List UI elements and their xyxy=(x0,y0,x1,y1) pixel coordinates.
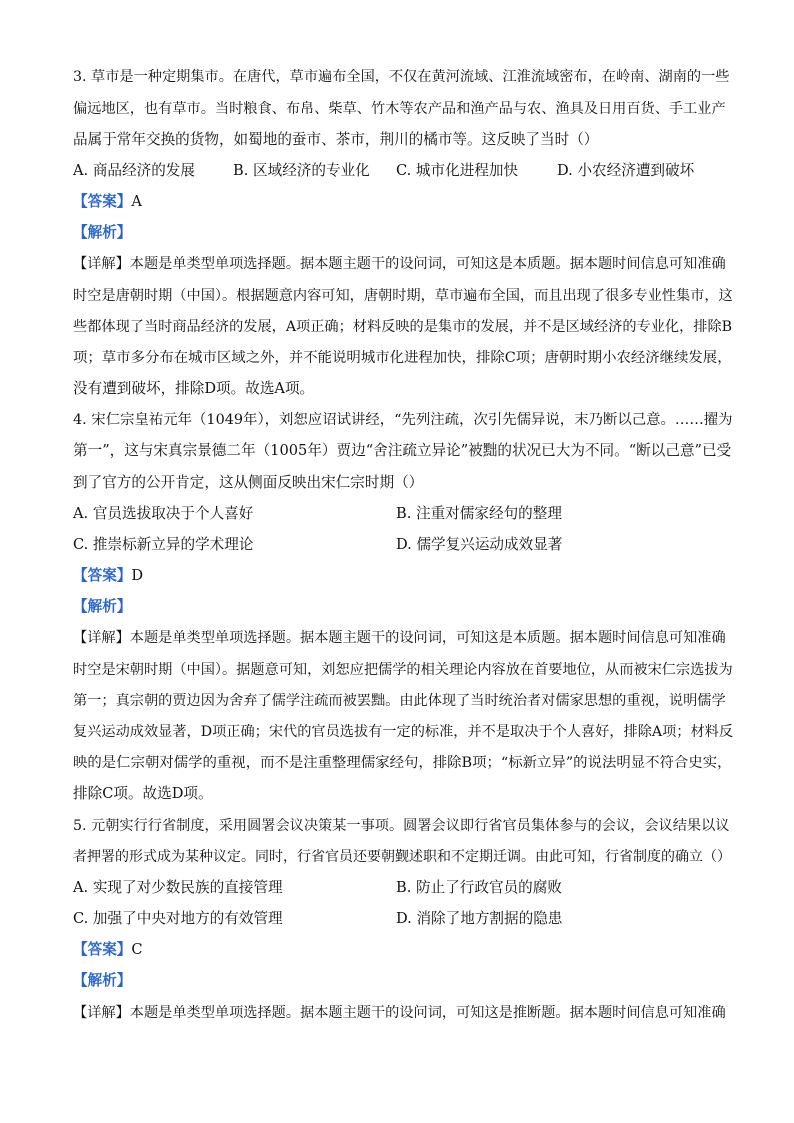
q4-option-d: D. 儒学复兴运动成效显著 xyxy=(396,536,563,553)
q4-detail-line-1: 【详解】本题是单类型单项选择题。据本题主题干的设问词，可知这是本质题。据本题时间信息可知准确 xyxy=(73,630,726,646)
q4-detail-line-3: 第一；真宗朝的贾边因为舍弃了儒学注疏而被罢黜。由此体现了当时统治者对儒家思想的重视，说明儒学 xyxy=(73,693,726,709)
q3-detail-line-4: 项；草市多分布在城市区域之外，并不能说明城市化进程加快，排除C项；唐朝时期小农经济继续发展， xyxy=(73,350,732,366)
q4-detail-line-2: 时空是宋朝时期（中国）。据题意可知，刘恕应把儒学的相关理论内容放在首要地位，从而被宋仁宗选拔为 xyxy=(73,662,733,678)
q4-option-b: B. 注重对儒家经句的整理 xyxy=(396,505,562,522)
q3-detail-line-1: 【详解】本题是单类型单项选择题。据本题主题干的设问词，可知这是本质题。据本题时间信息可知准确 xyxy=(73,256,726,272)
q3-stem-line-3: 品属于常年交换的货物，如蜀地的蚕市、茶市，荆川的橘市等。这反映了当时（） xyxy=(73,131,599,148)
q5-stem-line-1: 5. 元朝实行行省制度，采用圆署会议决策某一事项。圆署会议即行省官员集体参与的会议，会议结果以议 xyxy=(73,818,730,834)
q4-stem-line-3: 到了官方的公开肯定，这从侧面反映出宋仁宗时期（） xyxy=(73,474,424,491)
q5-analysis-label: 【解析】 xyxy=(73,972,132,989)
answer-value: D xyxy=(131,567,144,584)
answer-label: 【答案】 xyxy=(73,941,132,958)
q3-option-c: C. 城市化进程加快 xyxy=(396,162,519,179)
q5-stem-line-2: 者押署的形式成为某种议定。同时，行省官员还要朝觐述职和不定期迁调。由此可知，行省制度的确立（） xyxy=(73,849,731,865)
q4-option-c: C. 推崇标新立异的学术理论 xyxy=(73,536,254,553)
q3-detail-line-2: 时空是唐朝时期（中国）。根据题意内容可知，唐朝时期，草市遍布全国，而且出现了很多专业性集市，这 xyxy=(73,288,733,304)
q4-answer xyxy=(73,566,143,586)
q5-detail-line-1: 【详解】本题是单类型单项选择题。据本题主题干的设问词，可知这是推断题。据本题时间信息可知准确 xyxy=(73,1005,726,1021)
answer-value: A xyxy=(131,193,142,210)
q5-option-c: C. 加强了中央对地方的有效管理 xyxy=(73,910,283,927)
q5-answer xyxy=(73,940,143,960)
q3-stem-line-1: 3. 草市是一种定期集市。在唐代，草市遍布全国，不仅在黄河流域、江淮流域密布，在岭南、湖南的一些 xyxy=(73,69,730,85)
q5-option-d: D. 消除了地方割据的隐患 xyxy=(396,910,563,927)
q3-detail-line-3: 些都体现了当时商品经济的发展，A项正确；材料反映的是集市的发展，并不是区域经济的专业化，排除B xyxy=(73,319,733,335)
q4-analysis-label: 【解析】 xyxy=(73,598,132,615)
q4-stem-line-1: 4. 宋仁宗皇祐元年（1049年），刘恕应诏试讲经，“先列注疏，次引先儒异说，末乃断以己意。……擢为 xyxy=(73,412,733,428)
q4-detail-line-6: 排除C项。故选D项。 xyxy=(73,785,213,802)
q4-detail-line-4: 复兴运动成效显著，D项正确；宋代的官员选拔有一定的标准，并不是取决于个人喜好，排除A项；材料反 xyxy=(73,724,733,740)
answer-value: C xyxy=(131,941,143,958)
q4-stem-line-2: 第一”，这与宋真宗景德二年（1005年）贾边“舍注疏立异论”被黜的状况已大为不同。“断以己意”已受 xyxy=(73,442,732,459)
q3-analysis-label: 【解析】 xyxy=(73,224,132,241)
q5-option-a: A. 实现了对少数民族的直接管理 xyxy=(73,879,283,896)
q3-option-a: A. 商品经济的发展 xyxy=(73,162,195,179)
q3-stem-line-2: 偏远地区，也有草市。当时粮食、布帛、柴草、竹木等农产品和渔产品与农、渔具及日用百货、手工业产 xyxy=(73,101,726,117)
q4-option-a: A. 官员选拔取决于个人喜好 xyxy=(73,505,254,522)
q5-option-b: B. 防止了行政官员的腐败 xyxy=(396,879,562,896)
q3-detail-line-5: 没有遭到破坏，排除D项。故选A项。 xyxy=(73,380,315,397)
answer-label: 【答案】 xyxy=(73,567,132,584)
q3-option-b: B. 区域经济的专业化 xyxy=(233,162,370,179)
q4-detail-line-5: 映的是仁宗朝对儒学的重视，而不是注重整理儒家经句，排除B项；“标新立异”的说法明显不符合史实， xyxy=(73,755,732,771)
q3-option-d: D. 小农经济遭到破坏 xyxy=(557,162,695,179)
q3-answer xyxy=(73,192,142,212)
answer-label: 【答案】 xyxy=(73,193,132,210)
